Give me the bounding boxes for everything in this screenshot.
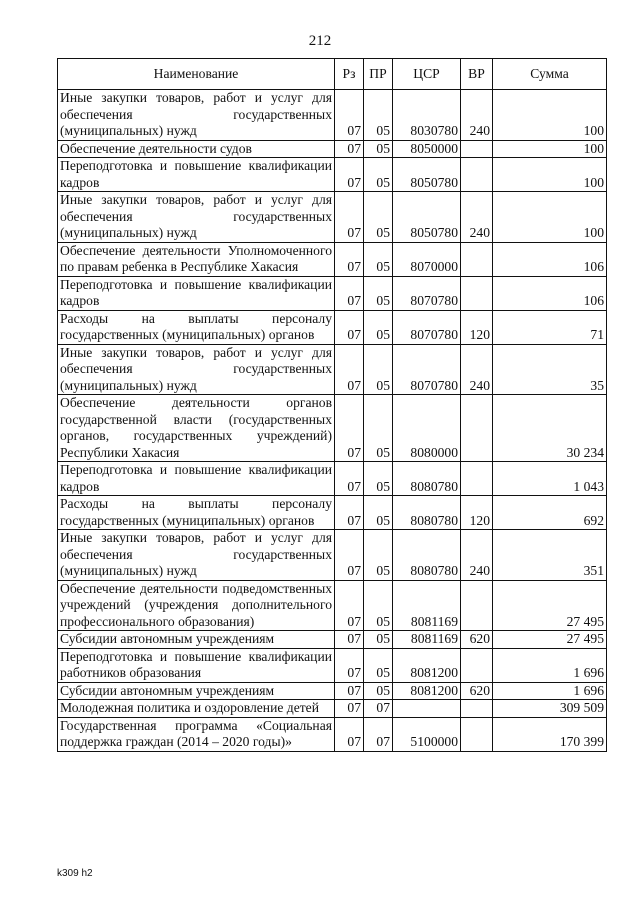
cell-rz: 07 (335, 682, 364, 700)
cell-rz: 07 (335, 462, 364, 496)
cell-rz: 07 (335, 580, 364, 631)
cell-sum: 170 399 (493, 717, 607, 751)
cell-sum: 1 696 (493, 682, 607, 700)
table-row (58, 310, 607, 344)
cell-sum: 692 (493, 496, 607, 530)
table-row (58, 580, 607, 631)
table-row (58, 140, 607, 158)
cell-csr: 8070780 (393, 276, 461, 310)
cell-sum: 30 234 (493, 395, 607, 462)
cell-rz: 07 (335, 310, 364, 344)
table-row (58, 700, 607, 718)
cell-pr: 05 (364, 496, 393, 530)
cell-vr: 240 (461, 90, 493, 141)
cell-vr (461, 140, 493, 158)
cell-csr: 8081169 (393, 631, 461, 649)
header-pr: ПР (364, 59, 393, 90)
cell-pr: 05 (364, 276, 393, 310)
cell-pr: 05 (364, 648, 393, 682)
cell-csr: 8050780 (393, 192, 461, 243)
cell-pr: 05 (364, 192, 393, 243)
cell-rz: 07 (335, 496, 364, 530)
cell-pr: 05 (364, 158, 393, 192)
cell-vr (461, 242, 493, 276)
cell-vr: 120 (461, 496, 493, 530)
cell-rz: 07 (335, 395, 364, 462)
cell-vr: 240 (461, 192, 493, 243)
table-header-row (58, 59, 607, 90)
cell-vr: 120 (461, 310, 493, 344)
cell-pr: 05 (364, 90, 393, 141)
cell-sum: 106 (493, 276, 607, 310)
cell-vr (461, 395, 493, 462)
cell-sum: 1 043 (493, 462, 607, 496)
cell-csr: 8080780 (393, 462, 461, 496)
header-name: Наименование (58, 59, 335, 90)
cell-vr (461, 648, 493, 682)
cell-rz: 07 (335, 530, 364, 581)
cell-csr: 8070780 (393, 344, 461, 395)
cell-vr (461, 700, 493, 718)
cell-name: Обеспечение деятельности органов государственной власти (государственных органов, государственных учреждений) Республики Хакасия (58, 395, 335, 462)
cell-rz: 07 (335, 700, 364, 718)
cell-rz: 07 (335, 158, 364, 192)
cell-name: Государственная программа «Социальная поддержка граждан (2014 – 2020 годы)» (58, 717, 335, 751)
cell-sum: 106 (493, 242, 607, 276)
cell-vr: 240 (461, 530, 493, 581)
cell-csr: 8080780 (393, 530, 461, 581)
cell-sum: 35 (493, 344, 607, 395)
table-row (58, 462, 607, 496)
cell-sum: 27 495 (493, 580, 607, 631)
cell-csr: 8081200 (393, 648, 461, 682)
cell-csr: 8081200 (393, 682, 461, 700)
table-row (58, 344, 607, 395)
cell-sum: 100 (493, 158, 607, 192)
cell-pr: 07 (364, 717, 393, 751)
cell-vr (461, 580, 493, 631)
cell-rz: 07 (335, 140, 364, 158)
cell-sum: 71 (493, 310, 607, 344)
cell-sum: 309 509 (493, 700, 607, 718)
cell-vr: 620 (461, 682, 493, 700)
cell-pr: 05 (364, 310, 393, 344)
cell-name: Переподготовка и повышение квалификации кадров (58, 158, 335, 192)
cell-vr: 240 (461, 344, 493, 395)
cell-rz: 07 (335, 648, 364, 682)
cell-csr (393, 700, 461, 718)
cell-vr: 620 (461, 631, 493, 649)
cell-name: Переподготовка и повышение квалификации работников образования (58, 648, 335, 682)
cell-pr: 05 (364, 530, 393, 581)
cell-vr (461, 717, 493, 751)
table-row (58, 395, 607, 462)
cell-pr: 05 (364, 682, 393, 700)
table-row (58, 158, 607, 192)
cell-csr: 5100000 (393, 717, 461, 751)
header-vr: ВР (461, 59, 493, 90)
cell-csr: 8050780 (393, 158, 461, 192)
header-sum: Сумма (493, 59, 607, 90)
cell-rz: 07 (335, 242, 364, 276)
cell-name: Обеспечение деятельности подведомственных учреждений (учреждения дополнительного профессионального образования) (58, 580, 335, 631)
cell-name: Субсидии автономным учреждениям (58, 631, 335, 649)
cell-sum: 100 (493, 90, 607, 141)
table-row (58, 276, 607, 310)
cell-rz: 07 (335, 192, 364, 243)
budget-table (57, 58, 607, 752)
cell-csr: 8070780 (393, 310, 461, 344)
header-rz: Рз (335, 59, 364, 90)
cell-sum: 1 696 (493, 648, 607, 682)
cell-csr: 8081169 (393, 580, 461, 631)
cell-sum: 351 (493, 530, 607, 581)
cell-pr: 05 (364, 462, 393, 496)
cell-name: Обеспечение деятельности судов (58, 140, 335, 158)
cell-rz: 07 (335, 276, 364, 310)
cell-csr: 8050000 (393, 140, 461, 158)
table-row (58, 242, 607, 276)
table-row (58, 530, 607, 581)
table-row (58, 496, 607, 530)
cell-sum: 27 495 (493, 631, 607, 649)
cell-name: Молодежная политика и оздоровление детей (58, 700, 335, 718)
table-row (58, 682, 607, 700)
cell-name: Иные закупки товаров, работ и услуг для обеспечения государственных (муниципальных) нужд (58, 344, 335, 395)
cell-csr: 8030780 (393, 90, 461, 141)
cell-sum: 100 (493, 140, 607, 158)
cell-name: Иные закупки товаров, работ и услуг для обеспечения государственных (муниципальных) нужд (58, 90, 335, 141)
cell-rz: 07 (335, 344, 364, 395)
cell-vr (461, 158, 493, 192)
cell-pr: 05 (364, 344, 393, 395)
cell-vr (461, 276, 493, 310)
table-row (58, 631, 607, 649)
cell-csr: 8080000 (393, 395, 461, 462)
cell-pr: 07 (364, 700, 393, 718)
table-row (58, 648, 607, 682)
page-number: 212 (308, 33, 332, 49)
cell-pr: 05 (364, 395, 393, 462)
cell-name: Переподготовка и повышение квалификации кадров (58, 276, 335, 310)
cell-rz: 07 (335, 90, 364, 141)
table-row (58, 717, 607, 751)
cell-csr: 8080780 (393, 496, 461, 530)
table-row (58, 90, 607, 141)
cell-pr: 05 (364, 580, 393, 631)
cell-sum: 100 (493, 192, 607, 243)
cell-csr: 8070000 (393, 242, 461, 276)
cell-rz: 07 (335, 631, 364, 649)
footer-code: k309 h2 (57, 868, 93, 879)
cell-vr (461, 462, 493, 496)
cell-name: Обеспечение деятельности Уполномоченного по правам ребенка в Республике Хакасия (58, 242, 335, 276)
cell-rz: 07 (335, 717, 364, 751)
cell-pr: 05 (364, 242, 393, 276)
cell-name: Иные закупки товаров, работ и услуг для обеспечения государственных (муниципальных) нужд (58, 192, 335, 243)
cell-name: Расходы на выплаты персоналу государственных (муниципальных) органов (58, 496, 335, 530)
cell-name: Расходы на выплаты персоналу государственных (муниципальных) органов (58, 310, 335, 344)
header-csr: ЦСР (393, 59, 461, 90)
cell-pr: 05 (364, 631, 393, 649)
cell-name: Иные закупки товаров, работ и услуг для обеспечения государственных (муниципальных) нужд (58, 530, 335, 581)
table-row (58, 192, 607, 243)
cell-pr: 05 (364, 140, 393, 158)
cell-name: Субсидии автономным учреждениям (58, 682, 335, 700)
cell-name: Переподготовка и повышение квалификации кадров (58, 462, 335, 496)
